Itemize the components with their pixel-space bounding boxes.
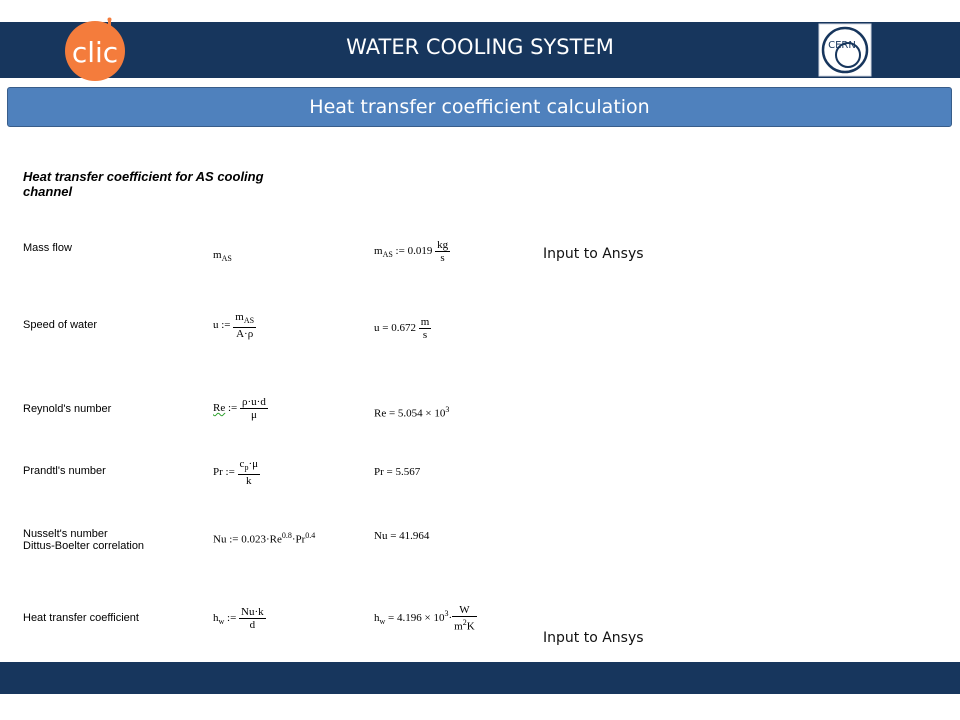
label-nusselt-number: Nusselt's number Dittus-Boelter correlation (23, 528, 145, 552)
formula-reynolds-definition: Re := $\frac{\rho\cdot u\cdot d}{\mu}$ (213, 396, 266, 421)
subheader-bar (7, 87, 952, 127)
label-mass-flow: Mass flow (23, 242, 72, 254)
label-prandtl-number: Prandtl's number (23, 465, 106, 477)
svg-text:CERN: CERN (828, 40, 856, 51)
section-heading: Heat transfer coefficient for AS cooling channel (23, 169, 264, 199)
formula-prandtl-definition: Pr := $\frac{c_p\cdot\mu}{k}$ (213, 458, 258, 488)
label-heat-transfer-coefficient: Heat transfer coefficient (23, 612, 139, 624)
formula-speed-result: u = 0.672 $\frac{m}{s}$ (374, 316, 430, 341)
formula-prandtl-result: Pr = 5.567 (374, 466, 421, 478)
formula-mass-flow-symbol: $m_{AS}$ (213, 249, 232, 264)
clic-logo (62, 17, 132, 83)
label-reynolds-number: Reynold's number (23, 403, 112, 415)
formula-htc-result: $h_w = 4.196 \times 10^3\cdot$ $\frac{W}{m^2K}$ (374, 604, 475, 633)
slide-subtitle: Heat transfer coefficient calculation (309, 96, 650, 118)
label-speed-of-water: Speed of water (23, 319, 97, 331)
page-title: WATER COOLING SYSTEM (346, 35, 614, 59)
footer-bar (0, 662, 960, 694)
formula-mass-flow-value: $m_{AS}$ := 0.019 $\frac{kg}{s}$ (374, 239, 449, 264)
svg-text:clic: clic (71, 36, 119, 69)
cern-logo (818, 23, 872, 77)
formula-nusselt-definition: Nu := $0.023\cdot Re^{0.8}\cdot Pr^{0.4}$ (213, 531, 316, 546)
formula-reynolds-result: $Re = 5.054 \times 10^3$ (374, 405, 450, 420)
formula-speed-definition: u := $\frac{m_{AS}}{A\cdot\rho}$ (213, 311, 255, 341)
formula-htc-definition: $h_w$ := $\frac{Nu\cdot k}{d}$ (213, 606, 264, 631)
note-input-to-ansys-1: Input to Ansys (543, 246, 644, 262)
formula-nusselt-result: Nu = 41.964 (374, 530, 430, 542)
note-input-to-ansys-2: Input to Ansys (543, 630, 644, 646)
